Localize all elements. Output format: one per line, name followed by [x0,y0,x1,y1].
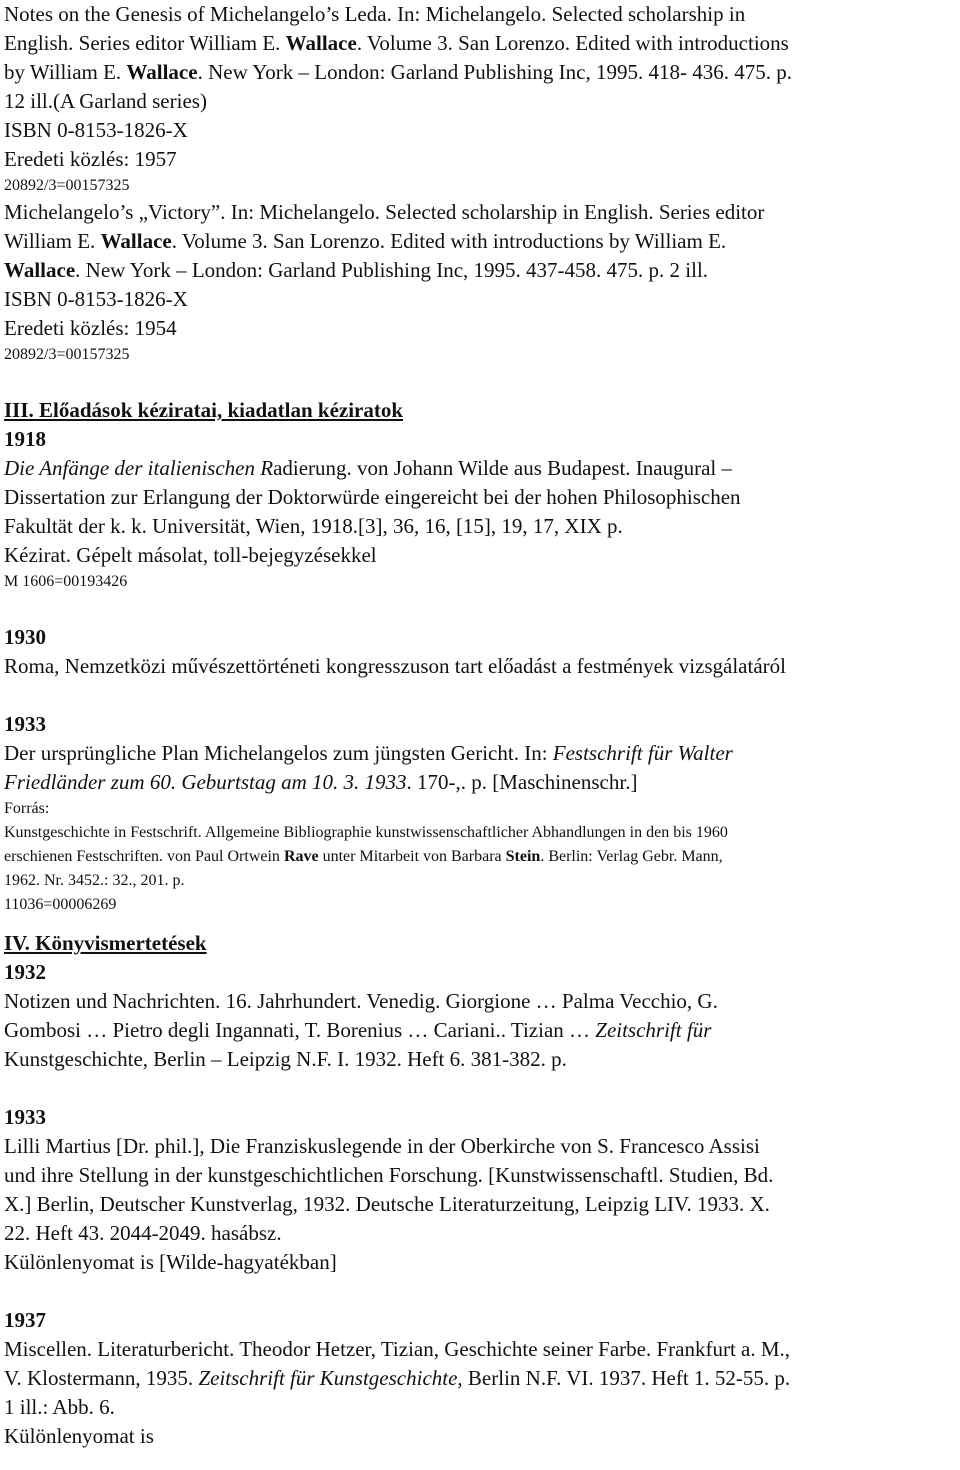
editor-name: Wallace [285,31,357,55]
section-manuscripts [4,396,952,917]
entry-victory [4,198,952,367]
entry-line [4,256,952,285]
year-label: 1918 [4,427,46,451]
first-publication: Eredeti közlés: 1957 [4,147,177,171]
title-text: Zeitschrift für Kunstgeschichte [198,1366,458,1390]
spacer [4,1074,952,1103]
entry-line [4,29,952,58]
spacer [4,917,952,929]
year-label: 1937 [4,1308,46,1332]
spacer [4,367,952,396]
source-line: 1962. Nr. 3452.: 32., 201. p. [4,872,185,889]
entry-line: Kunstgeschichte, Berlin – Leipzig N.F. I. 1932. Heft 6. 381-382. p. [4,1047,567,1071]
editor-name: Wallace [100,229,172,253]
text-run: by William E. [4,60,127,84]
entry-line: Michelangelo’s „Victory”. In: Michelangelo. Selected scholarship in English. Series editor [4,200,765,224]
entry-line [4,739,952,768]
section-heading: IV. Könyvismertetések [4,931,207,955]
entry-line [4,1364,952,1393]
entry-line: Fakultät der k. k. Universität, Wien, 1918.[3], 36, 16, [15], 19, 17, XIX p. [4,514,623,538]
title-text: Die Anfänge der italienischen R [4,456,274,480]
entry-line [4,227,952,256]
entry-line [4,454,952,483]
text-run: English. Series editor William E. [4,31,286,55]
first-publication: Eredeti közlés: 1954 [4,316,177,340]
text-run: erschienen Festschriften. von Paul Ortwein [4,848,284,865]
text-run: . Berlin: Verlag Gebr. Mann, [540,848,723,865]
isbn: ISBN 0-8153-1826-X [4,287,188,311]
text-run: . New York – London: Garland Publishing Inc, 1995. 418- 436. 475. p. [197,60,792,84]
entry-line: Notizen und Nachrichten. 16. Jahrhundert. Venedig. Giorgione … Palma Vecchio, G. [4,989,718,1013]
entry-line: Lilli Martius [Dr. phil.], Die Franziskuslegende in der Oberkirche von S. Francesco Assisi [4,1134,760,1158]
title-text: Friedländer zum 60. Geburtstag am 10. 3. 1933 [4,770,407,794]
entry-line: Különlenyomat is [4,1424,154,1448]
editor-name: Wallace [126,60,198,84]
spacer [4,594,952,623]
author-name: Rave [283,848,319,865]
entry-line [4,1016,952,1045]
text-run: . 170-,. p. [Maschinenschr.] [406,770,638,794]
entry-line: X.] Berlin, Deutscher Kunstverlag, 1932. Deutsche Literaturzeitung, Leipzig LIV. 1933. X. [4,1192,770,1216]
text-run: unter Mitarbeit von Barbara [318,848,506,865]
text-run: Gombosi … Pietro degli Ingannati, T. Borenius … Cariani.. Tizian … [4,1018,596,1042]
entry-line: Miscellen. Literaturbericht. Theodor Hetzer, Tizian, Geschichte seiner Farbe. Frankfurt a. M., [4,1337,791,1361]
year-label: 1930 [4,625,46,649]
entry-line: Dissertation zur Erlangung der Doktorwürde eingereicht bei der hohen Philosophischen [4,485,741,509]
entry-line [4,58,952,87]
year-label: 1932 [4,960,46,984]
title-text: Zeitschrift für [595,1018,712,1042]
entry-line: Roma, Nemzetközi művészettörténeti kongresszuson tart előadást a festmények vizsgálatáról [4,654,786,678]
title-text: Festschrift für Walter [552,741,733,765]
spacer [4,1277,952,1306]
spacer [4,681,952,710]
text-run: adierung [273,456,347,480]
source-label: Forrás: [4,800,50,817]
text-run: William E. [4,229,101,253]
author-name: Stein [505,848,541,865]
entry-line: und ihre Stellung in der kunstgeschichtlichen Forschung. [Kunstwissenschaftl. Studien, Bd. [4,1163,774,1187]
section-heading: III. Előadások kéziratai, kiadatlan kéziratok [4,398,404,422]
shelf-reference: 11036=00006269 [4,896,117,913]
year-label: 1933 [4,712,46,736]
entry-line: 1 ill.: Abb. 6. [4,1395,115,1419]
editor-name: Wallace [4,258,76,282]
entry-line: Kézirat. Gépelt másolat, toll-bejegyzésekkel [4,543,377,567]
entry-line: Különlenyomat is [Wilde-hagyatékban] [4,1250,337,1274]
section-book-reviews [4,929,952,1451]
shelf-reference: M 1606=00193426 [4,573,128,590]
text-run: , Berlin N.F. VI. 1937. Heft 1. 52-55. p. [457,1366,791,1390]
shelf-reference: 20892/3=00157325 [4,177,130,194]
isbn: ISBN 0-8153-1826-X [4,118,188,142]
entry-line [4,768,952,797]
text-run: Der ursprüngliche Plan Michelangelos zum jüngsten Gericht. In: [4,741,553,765]
text-run: . New York – London: Garland Publishing Inc, 1995. 437-458. 475. p. 2 ill. [75,258,709,282]
shelf-reference: 20892/3=00157325 [4,346,130,363]
entry-line: Notes on the Genesis of Michelangelo’s Leda. In: Michelangelo. Selected scholarship in [4,2,746,26]
entry-line: 12 ill.(A Garland series) [4,89,207,113]
text-run: V. Klostermann, 1935. [4,1366,199,1390]
text-run: . von Johann Wilde aus Budapest. Inaugural – [346,456,732,480]
source-line: Kunstgeschichte in Festschrift. Allgemeine Bibliographie kunstwissenschaftlicher Abhandlungen in den bis 1960 [4,824,728,841]
entry-leda [4,0,952,198]
source-line [4,845,952,869]
year-label: 1933 [4,1105,46,1129]
entry-line: 22. Heft 43. 2044-2049. hasábsz. [4,1221,282,1245]
text-run: . Volume 3. San Lorenzo. Edited with introductions [356,31,789,55]
text-run: . Volume 3. San Lorenzo. Edited with introductions by William E. [171,229,727,253]
